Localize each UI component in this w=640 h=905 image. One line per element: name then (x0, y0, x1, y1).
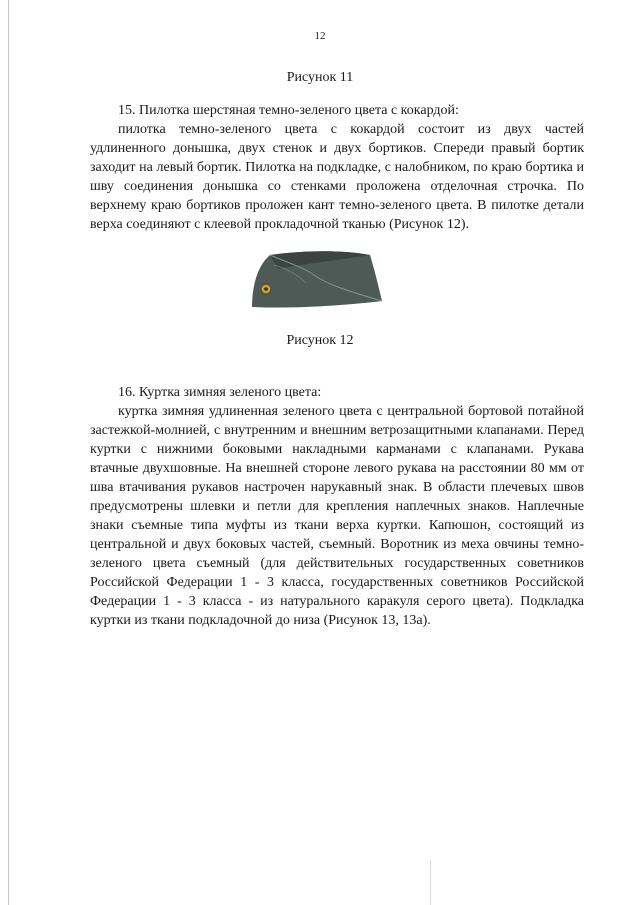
section-16-body: куртка зимняя удлиненная зеленого цвета с центральной бортовой потайной застежкой-молнией, с внутренним и внешним ветрозащитными клапанами. Перед куртки с нижними боковыми накладными карманами с клапанами. Рукава втачные двухшовные. На внешней стороне левого рукава на расстоянии 80 мм от шва втачивания рукавов настрочен нарукавный знак. В области плечевых швов предусмотрены шлевки и петли для крепления наплечных знаков. Наплечные знаки съемные типа муфты из ткани верха куртки. Капюшон, состоящий из центральной и двух боковых частей, съемный. Воротник из меха овчины темно-зеленого цвета съемный (для действительных государственных советников Российской Федерации 1 - 3 класса, государственных советников Российской Федерации 1 - 3 класса - из натурального каракуля серого цвета). Подкладка куртки из ткани подкладочной до низа (Рисунок 13, 13а). (90, 404, 584, 628)
section-16-heading: 16. Куртка зимняя зеленого цвета: (118, 385, 322, 400)
garrison-cap-image (248, 245, 388, 315)
section-15-heading: 15. Пилотка шерстяная темно-зеленого цвета с кокардой: (118, 103, 459, 118)
scan-edge-line (8, 0, 9, 905)
figure-12-caption: Рисунок 12 (286, 333, 354, 348)
page-number: 12 (314, 30, 326, 42)
section-15-body: пилотка темно-зеленого цвета с кокардой состоит из двух частей удлиненного донышка, двух стенок и двух бортиков. Спереди правый бортик заходит на левый бортик. Пилотка на подкладке, с налобником, по краю бортика и шву соединения донышка со стенками проложена отделочная строчка. По верхнему краю бортиков проложен кант темно-зеленого цвета. В пилотке детали верха соединяют с клеевой прокладочной тканью (Рисунок 12). (90, 122, 584, 232)
scan-artifact-line (430, 860, 431, 905)
figure-11-caption: Рисунок 11 (286, 70, 354, 85)
